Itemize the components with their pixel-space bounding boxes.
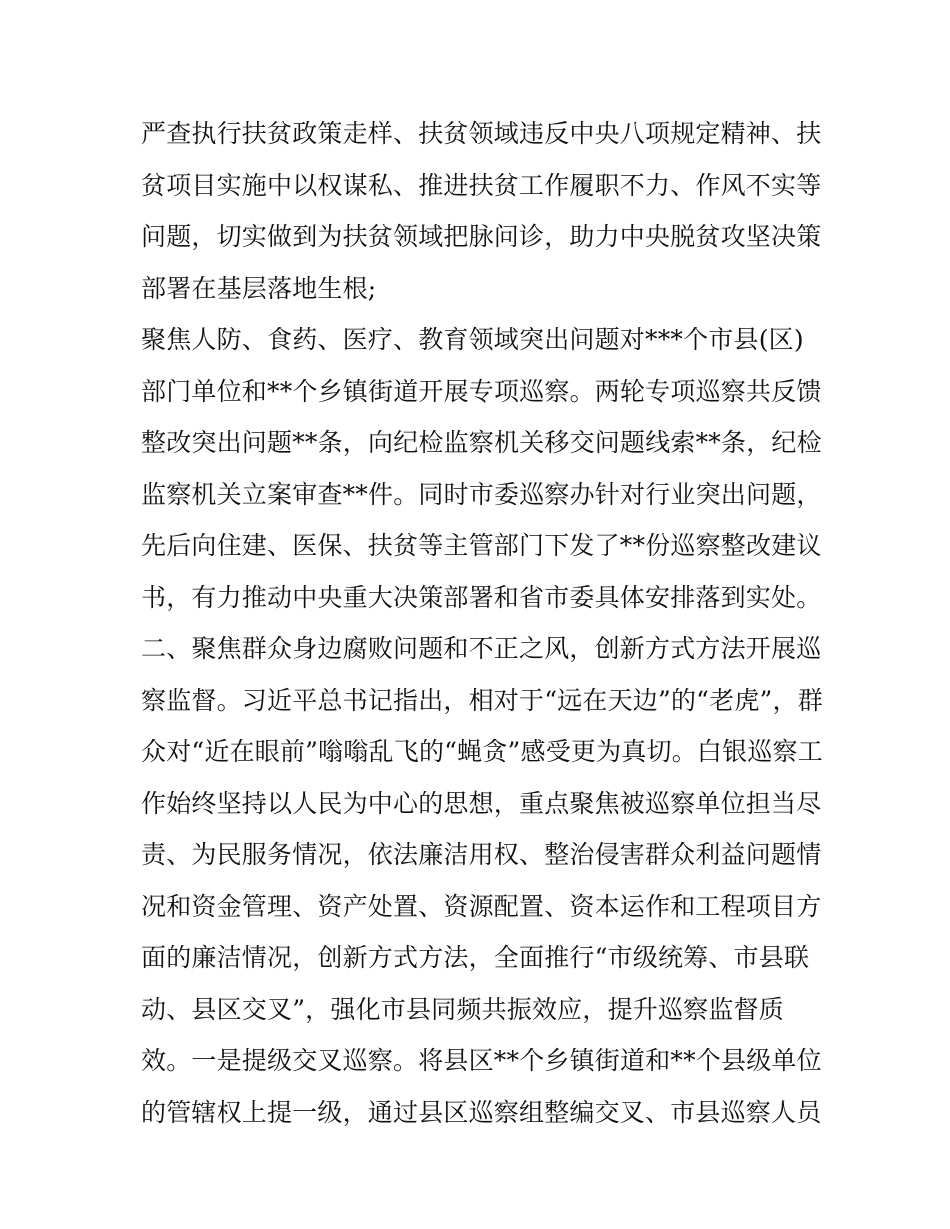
text-line: 责、为民服务情况，依法廉洁用权、整治侵害群众利益问题情	[141, 840, 822, 869]
text-line: 察监督。习近平总书记指出，相对于“远在天边”的“老虎”，群	[141, 685, 823, 715]
text-line: 效。一是提级交叉巡察。将县区**个乡镇街道和**个县级单位	[141, 1046, 822, 1075]
text-line: 问题，切实做到为扶贫领域把脉问诊，助力中央脱贫攻坚决策	[141, 222, 822, 251]
body-text	[141, 108, 821, 1138]
text-line: 严查执行扶贫政策走样、扶贫领域违反中央八项规定精神、扶	[141, 119, 822, 148]
text-line: 众对“近在眼前”嗡嗡乱飞的“蝇贪”感受更为真切。白银巡察工	[141, 737, 823, 766]
text-line: 聚焦人防、食药、医疗、教育领域突出问题对***个市县(区)	[141, 325, 804, 354]
text-line: 的管辖权上提一级，通过县区巡察组整编交叉、市县巡察人员	[141, 1097, 822, 1127]
text-line: 况和资金管理、资产处置、资源配置、资本运作和工程项目方	[141, 891, 822, 921]
text-line: 作始终坚持以人民为中心的思想，重点聚焦被巡察单位担当尽	[141, 788, 822, 818]
text-line: 整改突出问题**条，向纪检监察机关移交问题线索**条，纪检	[141, 428, 822, 457]
text-line: 面的廉洁情况，创新方式方法，全面推行“市级统筹、市县联	[141, 943, 810, 972]
text-line: 部署在基层落地生根;	[141, 273, 377, 303]
text-line: 先后向住建、医保、扶贫等主管部门下发了**份巡察整改建议	[141, 531, 822, 560]
text-line: 二、聚焦群众身边腐败问题和不正之风，创新方式方法开展巡	[141, 634, 822, 663]
text-line: 部门单位和**个乡镇街道开展专项巡察。两轮专项巡察共反馈	[141, 376, 822, 406]
text-line: 贫项目实施中以权谋私、推进扶贫工作履职不力、作风不实等	[141, 170, 822, 200]
text-line: 监察机关立案审查**件。同时市委巡察办针对行业突出问题，	[141, 479, 822, 509]
text-line: 动、县区交叉”，强化市县同频共振效应，提升巡察监督质	[141, 994, 784, 1024]
text-line: 书，有力推动中央重大决策部署和省市委具体安排落到实处。	[141, 582, 822, 612]
